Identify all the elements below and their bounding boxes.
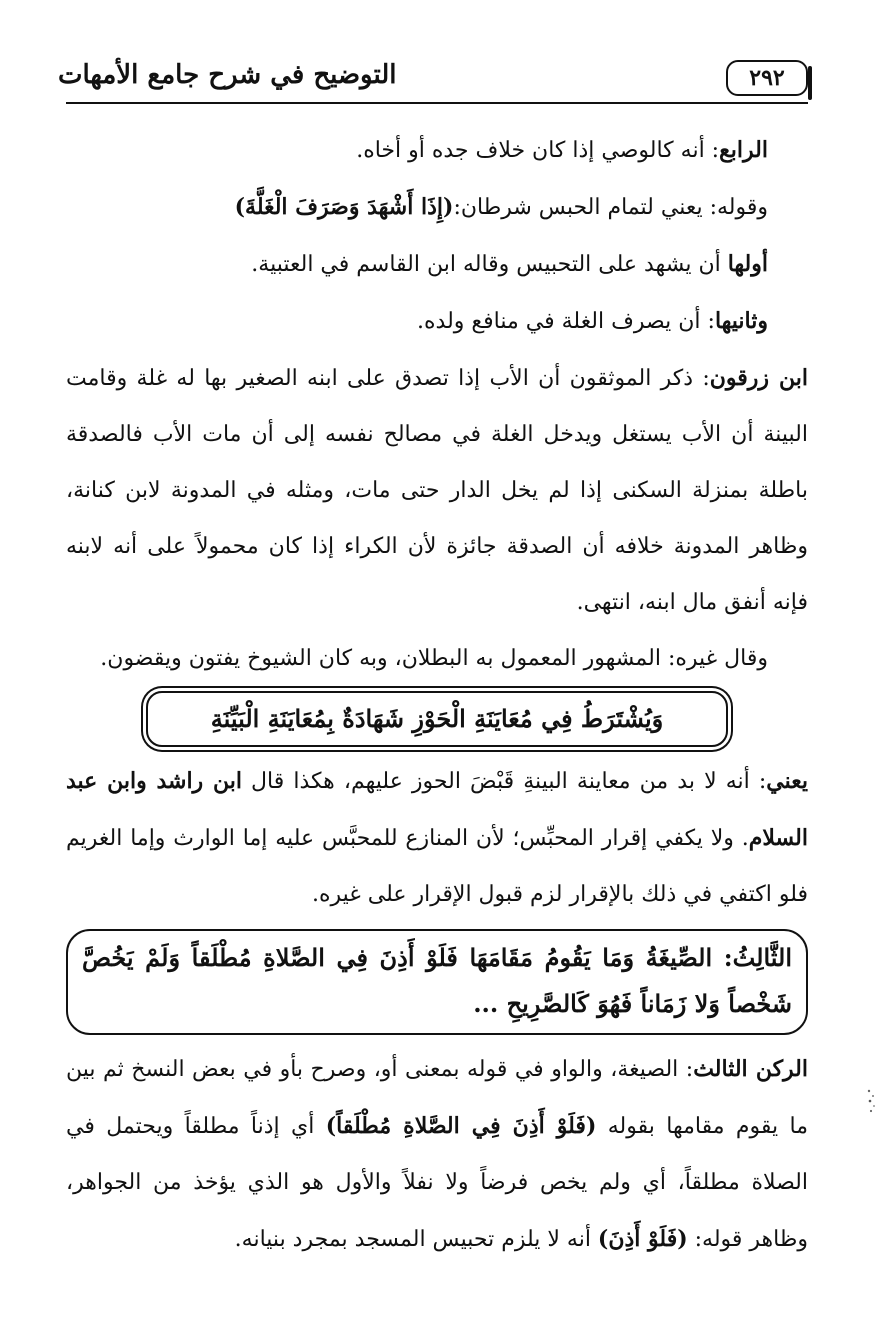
paragraph-lead-term: الركن الثالث [693, 1056, 808, 1082]
paragraph-text: : الصيغة، والواو في قوله بمعنى أو، وصرح بأو في بعض النسخ ثم بين ما يقوم مقامها بقوله [66, 1057, 808, 1139]
paragraph-text: أنه لا يلزم تحبيس المسجد بمجرد بنيانه. [234, 1227, 598, 1252]
paragraph [66, 236, 808, 293]
matn-text-box: الثَّالِثُ: الصِّيغَةُ وَمَا يَقُومُ مَقَامَهَا فَلَوْ أَذِنَ فِي الصَّلاةِ مُطْلَقاً وَلَمْ يَخُصَّ شَخْصاً وَلا زَمَاناً فَهُوَ كَالصَّرِيحِ ... [66, 929, 808, 1035]
paragraph-lead-term: أولها [727, 251, 768, 277]
paragraph-lead-term: يعني [766, 768, 808, 794]
paragraph-lead-term: ابن راشد وابن عبد السلام [66, 768, 808, 851]
page-number: ٢٩٢ [726, 60, 808, 96]
paragraph-text: : أنه كالوصي إذا كان خلاف جده أو أخاه. [356, 138, 720, 163]
paragraph [66, 753, 808, 923]
paragraph-lead-term: وثانيها [714, 308, 768, 334]
page-header [58, 58, 808, 104]
paragraph-text: يعني لتمام الحبس شرطان: [453, 195, 703, 220]
paragraph-text: أي إذناً مطلقاً ويحتمل في الصلاة مطلقاً، أي ولم يخص فرضاً ولا نفلاً والأول هو الذي يؤخذ من الجواهر، وظاهر قوله: [66, 1114, 808, 1252]
paragraph [66, 179, 808, 236]
paragraph-text: . ولا يكفي إقرار المحبِّس؛ لأن المنازع للمحبَّس عليه إما الوارث وإما الغريم فلو اكتفي في ذلك بالإقرار لزم قبول الإقرار على غيره. [66, 826, 808, 907]
paragraph-lead-term: ابن زرقون [709, 365, 808, 391]
paragraph [66, 293, 808, 350]
header-rule [66, 102, 808, 104]
section-heading: وَيُشْتَرَطُ فِي مُعَايَنَةِ الْحَوْزِ شَهَادَةٌ بِمُعَايَنَةِ الْبَيِّنَةِ [146, 691, 728, 747]
paragraph [66, 122, 808, 179]
paragraph [66, 631, 808, 687]
paragraph-lead-term: الرابع [719, 137, 768, 163]
paragraph [66, 1041, 808, 1268]
book-title: التوضيح في شرح جامع الأمهات [58, 60, 397, 90]
paragraph-quote: (فَلَوْ أَذِنَ) [597, 1226, 688, 1252]
paragraph-quote: (إِذَا أَشْهَدَ وَصَرَفَ الْغَلَّةَ) [234, 194, 454, 220]
page-body [66, 122, 808, 1268]
paragraph-text: وقال غيره: المشهور المعمول به البطلان، وبه كان الشيوخ يفتون ويقضون. [100, 646, 768, 671]
scan-speck [866, 1088, 876, 1114]
paragraph-text: : أن يصرف الغلة في منافع ولده. [417, 309, 715, 334]
paragraph-text: وقوله: [702, 195, 768, 220]
paragraph-text: : أنه لا بد من معاينة البينةِ قَبْضَ الحوز عليهم، هكذا قال [241, 769, 767, 794]
paragraph-quote: (فَلَوْ أَذِنَ فِي الصَّلاةِ مُطْلَقاً) [325, 1113, 597, 1139]
paragraph-text: أن يشهد على التحبيس وقاله ابن القاسم في العتبية. [251, 252, 728, 277]
paragraph-text: : ذكر الموثقون أن الأب إذا تصدق على ابنه الصغير بها له غلة وقامت البينة أن الأب يستغل ويدخل الغلة في مصالح نفسه إلى أن مات الأب فالصدقة باطلة بمنزلة السكنى إذا لم يخل الدار حتى مات، ومثله في المدونة لابن كنانة، وظاهر المدونة خلافه أن الصدقة جائزة لأن الكراء إذا كان محمولاً على أنه لابنه فإنه أنفق مال ابنه، انتهى. [66, 366, 809, 615]
paragraph [66, 350, 808, 631]
